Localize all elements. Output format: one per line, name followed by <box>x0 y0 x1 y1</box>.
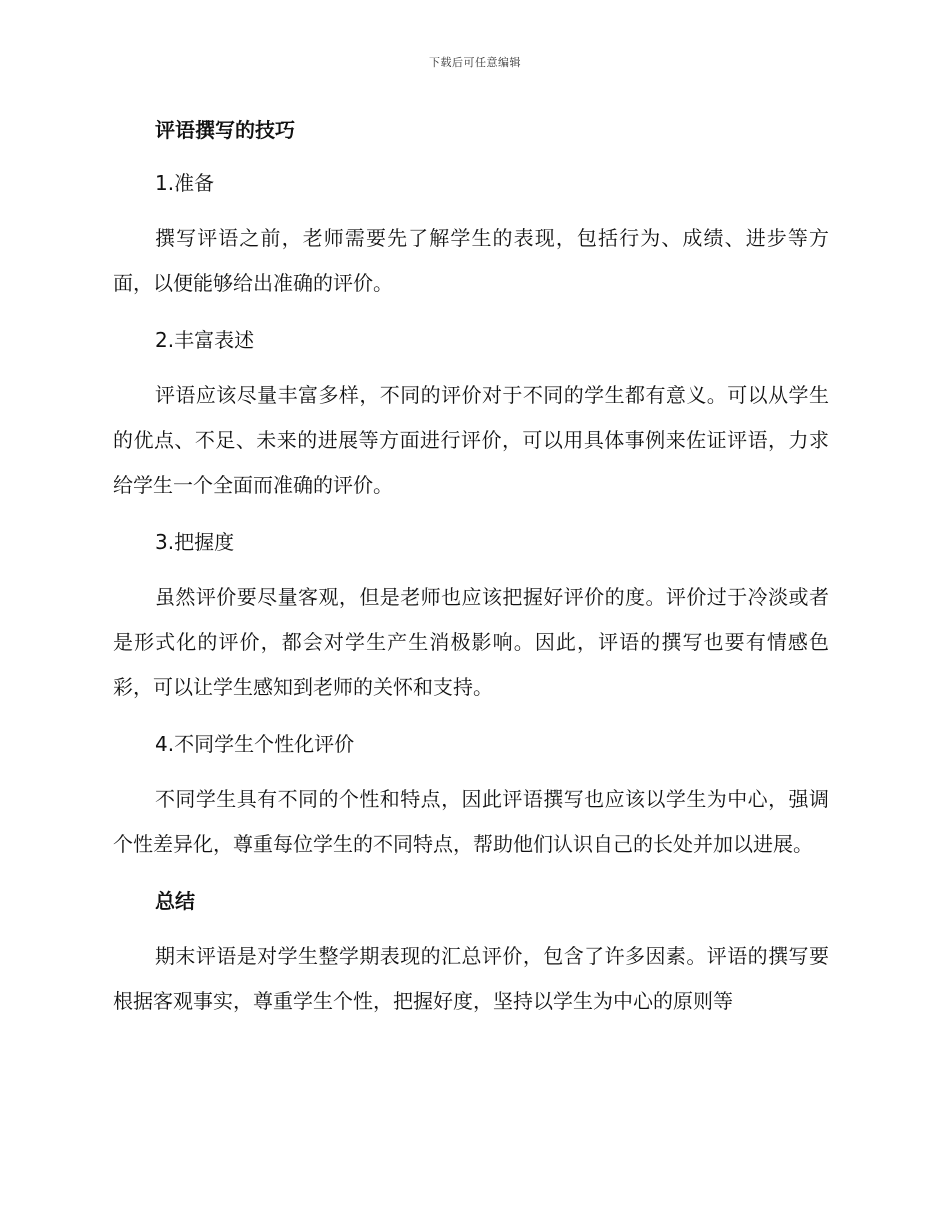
header-note: 下载后可任意编辑 <box>429 56 521 69</box>
section-body-prepare: 撰写评语之前，老师需要先了解学生的表现，包括行为、成绩、进步等方面，以便能够给出准确的评价。 <box>113 226 829 295</box>
section-body-rich-expression: 评语应该尽量丰富多样，不同的评价对于不同的学生都有意义。可以从学生的优点、不足、未来的进展等方面进行评价，可以用具体事例来佐证评语，力求给学生一个全面而准确的评价。 <box>113 383 829 497</box>
summary-body: 期末评语是对学生整学期表现的汇总评价，包含了许多因素。评语的撰写要根据客观事实，尊重学生个性，把握好度，坚持以学生为中心的原则等 <box>113 944 829 1013</box>
section-heading-personalized: 4.不同学生个性化评价 <box>155 732 355 756</box>
section-heading-prepare: 1.准备 <box>155 171 215 195</box>
document-content <box>113 110 829 1024</box>
section-heading-degree: 3.把握度 <box>155 530 235 554</box>
section-body-personalized: 不同学生具有不同的个性和特点，因此评语撰写也应该以学生为中心，强调个性差异化，尊重每位学生的不同特点，帮助他们认识自己的长处并加以进展。 <box>113 787 829 856</box>
summary-heading: 总结 <box>155 889 195 913</box>
document-title: 评语撰写的技巧 <box>155 118 295 142</box>
section-body-degree: 虽然评价要尽量客观，但是老师也应该把握好评价的度。评价过于冷淡或者是形式化的评价，都会对学生产生消极影响。因此，评语的撰写也要有情感色彩，可以让学生感知到老师的关怀和支持。 <box>113 585 829 699</box>
section-heading-rich-expression: 2.丰富表述 <box>155 328 255 352</box>
